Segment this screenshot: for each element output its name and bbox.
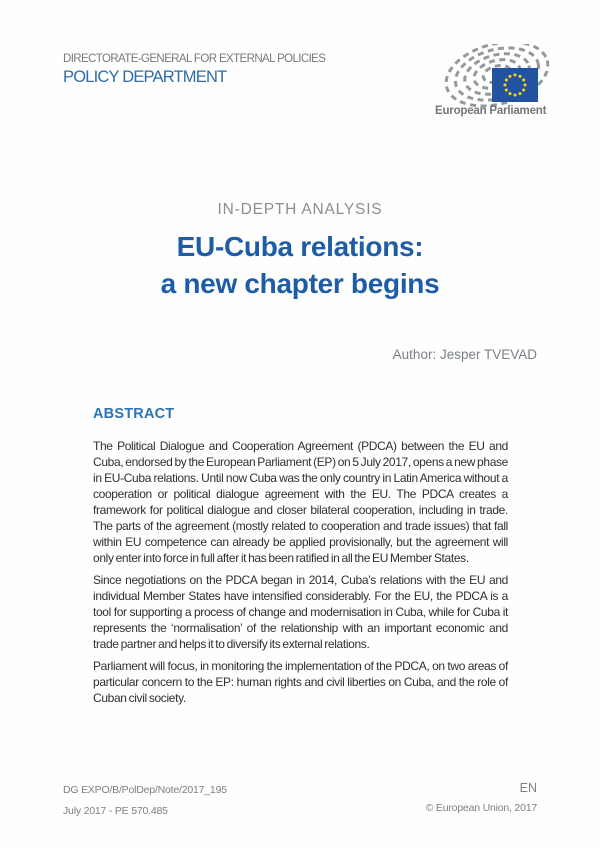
footer-left xyxy=(63,784,227,817)
document-date-pe-number: July 2017 - PE 570.485 xyxy=(63,805,168,817)
abstract-section xyxy=(93,406,508,712)
document-reference: DG EXPO/B/PolDep/Note/2017_195 xyxy=(63,784,227,796)
european-parliament-caption: European Parliament xyxy=(435,105,547,117)
footer-right xyxy=(426,781,537,814)
page-title-line2: a new chapter begins xyxy=(160,268,440,299)
author-line: Author: Jesper TVEVAD xyxy=(392,347,537,362)
abstract-paragraph-1: The Political Dialogue and Cooperation Agreement (PDCA) between the EU and Cuba, endorsed by the European Parliament (EP) on 5 July 2017, opens a new phase in EU-Cuba relations. Until now Cuba was the only country in Latin America without a cooperation or political dialogue agreement with the EU. The PDCA creates a framework for political dialogue and closer bilateral cooperation, including in trade. The parts of the agreement (mostly related to cooperation and trade issues) that fall within EU competence can already be applied provisionally, but the agreement will only enter into force in full after it has been ratified in all the EU Member States. xyxy=(93,439,508,565)
page-title-line1: EU-Cuba relations: xyxy=(176,231,424,262)
document-type-kicker: IN-DEPTH ANALYSIS xyxy=(217,201,383,218)
abstract-paragraph-2: Since negotiations on the PDCA began in 2014, Cuba’s relations with the EU and individual Member States have intensified considerably. For the EU, the PDCA is a tool for supporting a process of change and modernisation in Cuba, while for Cuba it represents the ‘normalisation’ of the relationship with an important economic and trade partner and helps it to diversify its external relations. xyxy=(93,573,508,651)
directorate-general-label: DIRECTORATE-GENERAL FOR EXTERNAL POLICIES xyxy=(63,53,326,65)
policy-department-label: POLICY DEPARTMENT xyxy=(63,68,227,86)
header xyxy=(63,53,325,87)
abstract-heading: ABSTRACT xyxy=(93,406,175,422)
eu-flag-icon xyxy=(492,68,538,102)
page-title xyxy=(0,228,600,302)
language-code: EN xyxy=(519,781,537,795)
copyright-notice: © European Union, 2017 xyxy=(425,802,537,814)
abstract-paragraph-3: Parliament will focus, in monitoring the implementation of the PDCA, on two areas of particular concern to the EP: human rights and civil liberties on Cuba, and the role of Cuban civil society. xyxy=(93,659,508,705)
